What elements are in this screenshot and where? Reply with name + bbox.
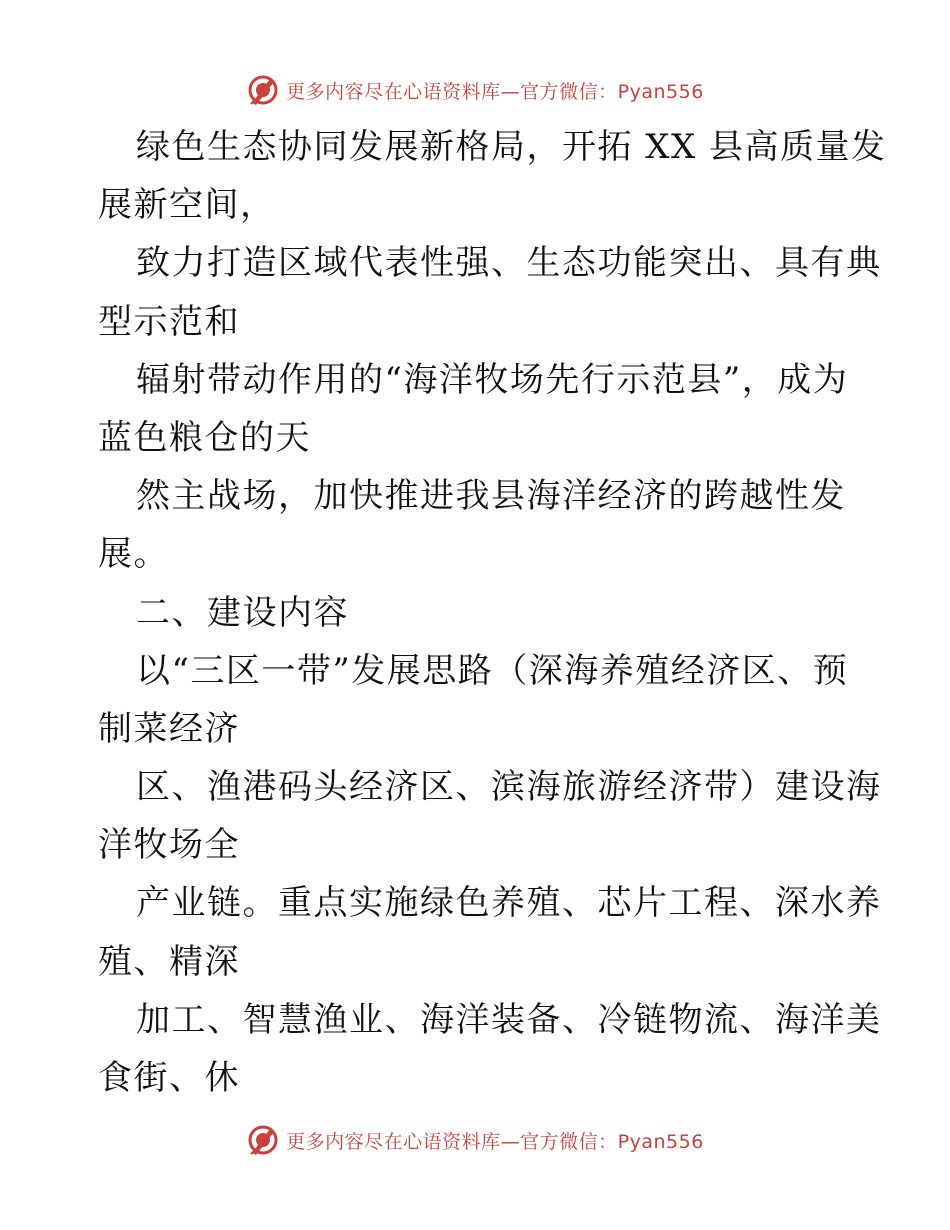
text-line: 辐射带动作用的“海洋牧场先行示范县”，成为 [136,359,849,400]
text-line: 展。 [98,534,169,575]
text-line: 展新空间， [98,185,276,226]
document-body [98,118,887,1107]
text-line: 然主战场，加快推进我县海洋经济的跨越性发 [136,476,846,517]
text-line: 致力打造区域代表性强、生态功能突出、具有典 [136,243,882,284]
text-line: 以“三区一带”发展思路（深海养殖经济区、预 [136,650,849,691]
watermark-text: 更多内容尽在心语资料库—官方微信：Pyan556 [286,80,704,103]
text-line: 洋牧场全 [98,825,240,866]
section-heading: 二、建设内容 [136,592,349,633]
text-line: 加工、智慧渔业、海洋装备、冷链物流、海洋美 [136,999,882,1040]
text-line: 产业链。重点实施绿色养殖、芯片工程、深水养 [136,883,882,924]
quill-pen-circle-icon [246,1123,280,1157]
text-line: 食街、休 [98,1058,240,1098]
quill-pen-circle-icon [246,73,280,107]
text-line: 蓝色粮仓的天 [98,417,311,458]
text-line: 制菜经济 [98,708,240,749]
text-line: 区、渔港码头经济区、滨海旅游经济带）建设海 [136,767,882,808]
text-line: 绿色生态协同发展新格局，开拓 XX 县高质量发 [136,127,887,167]
watermark-text: 更多内容尽在心语资料库—官方微信：Pyan556 [286,1130,704,1153]
text-line: 殖、精深 [98,941,240,982]
text-line: 型示范和 [98,301,240,342]
header-watermark [0,72,950,108]
footer-watermark [0,1122,950,1158]
